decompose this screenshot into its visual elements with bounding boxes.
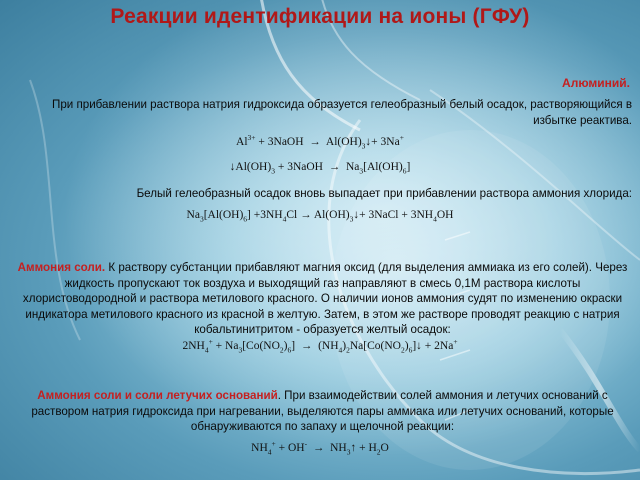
aluminum-heading: Алюминий. bbox=[562, 76, 630, 90]
volatile-bases-paragraph bbox=[10, 388, 635, 435]
equation-aluminum-hydroxide: $Al^{3+}$ + 3NaOH → $Al(OH)_3↓+ 3Na^+$ bbox=[236, 133, 404, 151]
aluminum-paragraph-2: Белый гелеобразный осадок вновь выпадает при прибавлении раствора аммония хлорида: bbox=[136, 187, 632, 200]
ammonium-lead: Аммония соли. bbox=[17, 261, 106, 274]
equation-cobaltinitrite: $2NH_4^+ + Na_3[Co(NO_2)_6]$ → $(NH_4)_2Na[Co(NO_2)_6]↓ + 2Na^+$ bbox=[182, 337, 458, 355]
equation-aluminate: $↓Al(OH)_3$ + 3NaOH → $Na_3[Al(OH)_6]$ bbox=[229, 161, 411, 176]
equation-ammonia-release: $NH_4^+ + OH^-$ → $NH_3↑ + H_2O$ bbox=[251, 439, 389, 457]
aluminum-paragraph: При прибавлении раствора натрия гидроксида образуется гелеобразный белый осадок, растворяющийся в избытке реактива. bbox=[52, 98, 632, 127]
volatile-bases-lead: Аммония соли и соли летучих оснований bbox=[37, 389, 278, 402]
volatile-bases-text: . При взаимодействии солей аммония и летучих оснований с раствором натрия гидроксида при нагревании, выделяются пары аммиака или летучих оснований, которые обнаруживаются по запаху и щелочной реакции: bbox=[31, 389, 614, 433]
equation-ammonium-chloride: $Na_3[Al(OH)_6] +3NH_4Cl$ → $Al(OH)_3↓+$ 3NaCl + $3NH_4OH$ bbox=[186, 209, 454, 224]
ammonium-paragraph bbox=[10, 260, 635, 338]
ammonium-text: К раствору субстанции прибавляют магния оксид (для выделения аммиака из его солей). Через жидкость пропускают ток воздуха и выходящий газ направляют в смесь 0,1М раствора кислоты хлористоводородной и раствора метилового красного. О наличии ионов аммония судят по изменению окраски индикатора метилового красного из красной в желтую. Затем, в этом же растворе проводят реакцию с натрия кобальтинитритом - образуется желтый осадок: bbox=[22, 261, 628, 336]
slide-title: Реакции идентификации на ионы (ГФУ) bbox=[110, 5, 530, 28]
